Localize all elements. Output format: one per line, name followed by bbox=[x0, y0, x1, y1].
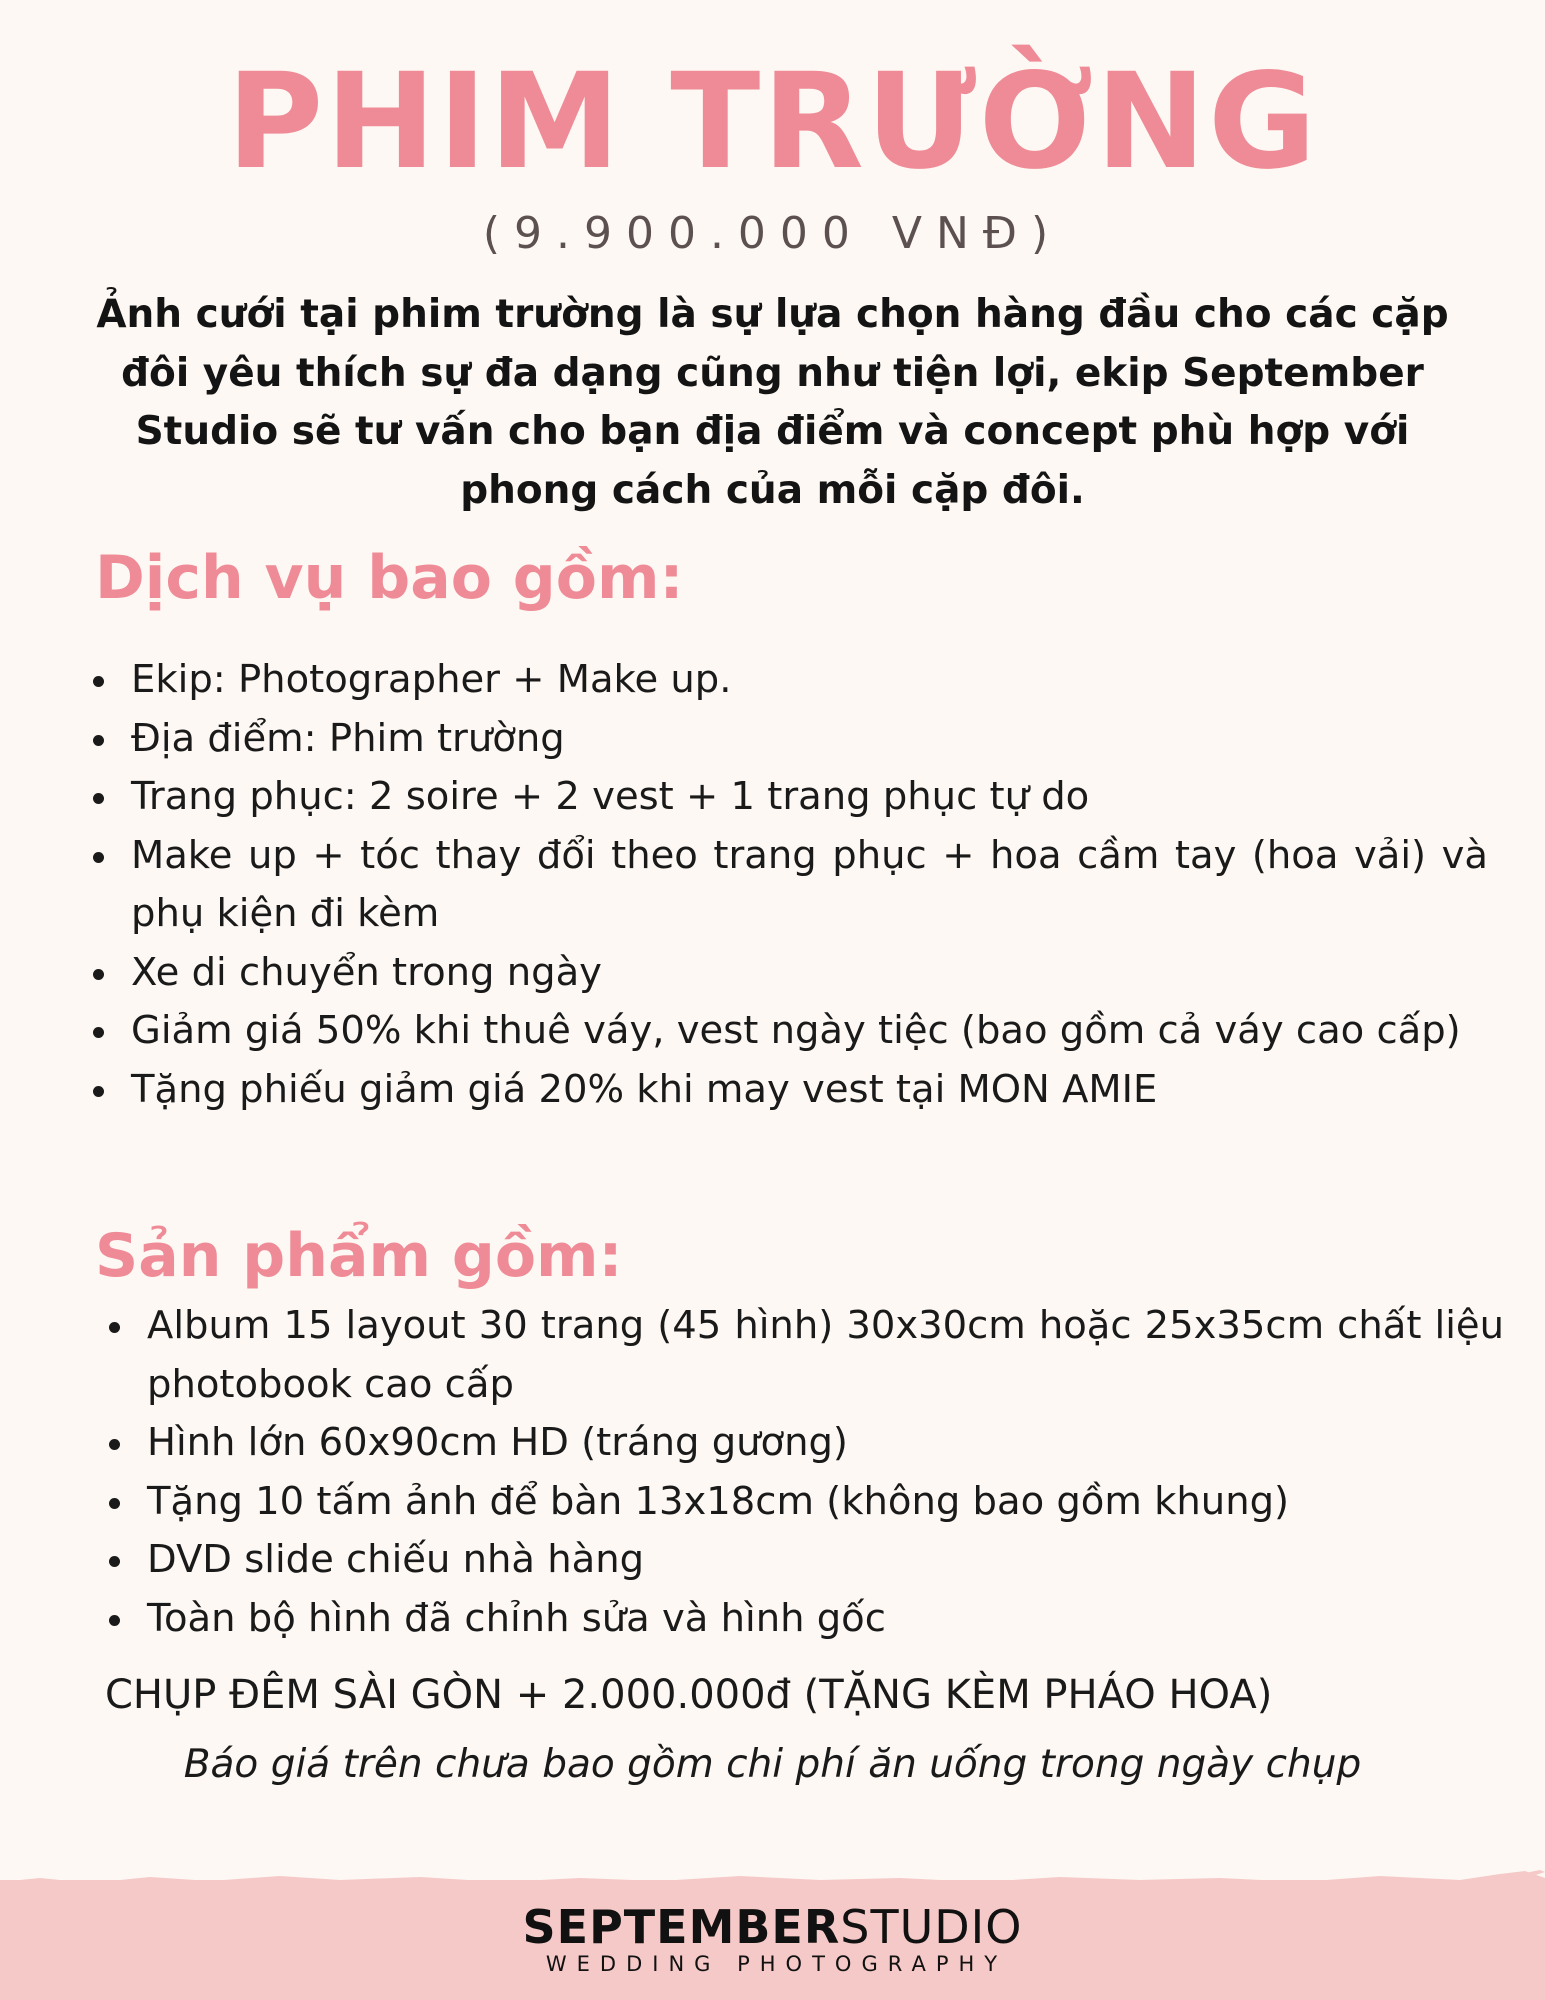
list-item: Toàn bộ hình đã chỉnh sửa và hình gốc bbox=[147, 1590, 1504, 1649]
products-heading: Sản phẩm gồm: bbox=[95, 1221, 623, 1291]
list-item: Tặng 10 tấm ảnh để bàn 13x18cm (không bao gồm khung) bbox=[147, 1473, 1504, 1532]
price-note: Báo giá trên chưa bao gồm chi phí ăn uống trong ngày chụp bbox=[183, 1742, 1362, 1787]
list-item: Album 15 layout 30 trang (45 hình) 30x30cm hoặc 25x35cm chất liệu photobook cao cấp bbox=[147, 1297, 1504, 1414]
products-list bbox=[147, 1297, 1504, 1648]
list-item: Xe di chuyển trong ngày bbox=[131, 944, 1488, 1003]
list-item: Make up + tóc thay đổi theo trang phục + hoa cầm tay (hoa vải) và phụ kiện đi kèm bbox=[131, 827, 1488, 944]
list-item: Ekip: Photographer + Make up. bbox=[131, 651, 1488, 710]
studio-logo bbox=[0, 1902, 1545, 1976]
logo-tagline: WEDDING PHOTOGRAPHY bbox=[545, 1952, 1008, 1976]
services-list bbox=[131, 651, 1488, 1119]
list-item: DVD slide chiếu nhà hàng bbox=[147, 1531, 1504, 1590]
list-item: Tặng phiếu giảm giá 20% khi may vest tại MON AMIE bbox=[131, 1061, 1488, 1120]
list-item: Địa điểm: Phim trường bbox=[131, 710, 1488, 769]
logo-wordmark bbox=[0, 1902, 1545, 1952]
list-item: Giảm giá 50% khi thuê váy, vest ngày tiệc (bao gồm cả váy cao cấp) bbox=[131, 1002, 1488, 1061]
list-item: Trang phục: 2 soire + 2 vest + 1 trang phục tự do bbox=[131, 768, 1488, 827]
logo-bold-text: SEPTEMBER bbox=[522, 1900, 841, 1954]
night-shoot-addon: CHỤP ĐÊM SÀI GÒN + 2.000.000đ (TẶNG KÈM PHÁO HOA) bbox=[105, 1672, 1273, 1718]
services-heading: Dịch vụ bao gồm: bbox=[95, 543, 684, 613]
list-item: Hình lớn 60x90cm HD (tráng gương) bbox=[147, 1414, 1504, 1473]
intro-paragraph: Ảnh cưới tại phim trường là sự lựa chọn hàng đầu cho các cặp đôi yêu thích sự đa dạng cũng như tiện lợi, ekip September Studio sẽ tư vấn cho bạn địa điểm và concept phù hợp với phong cách của mỗi cặp đôi. bbox=[96, 292, 1449, 513]
logo-light-text: STUDIO bbox=[840, 1900, 1023, 1954]
package-price: (9.900.000 VNĐ) bbox=[482, 208, 1063, 259]
page-title: PHIM TRƯỜNG bbox=[226, 45, 1319, 199]
